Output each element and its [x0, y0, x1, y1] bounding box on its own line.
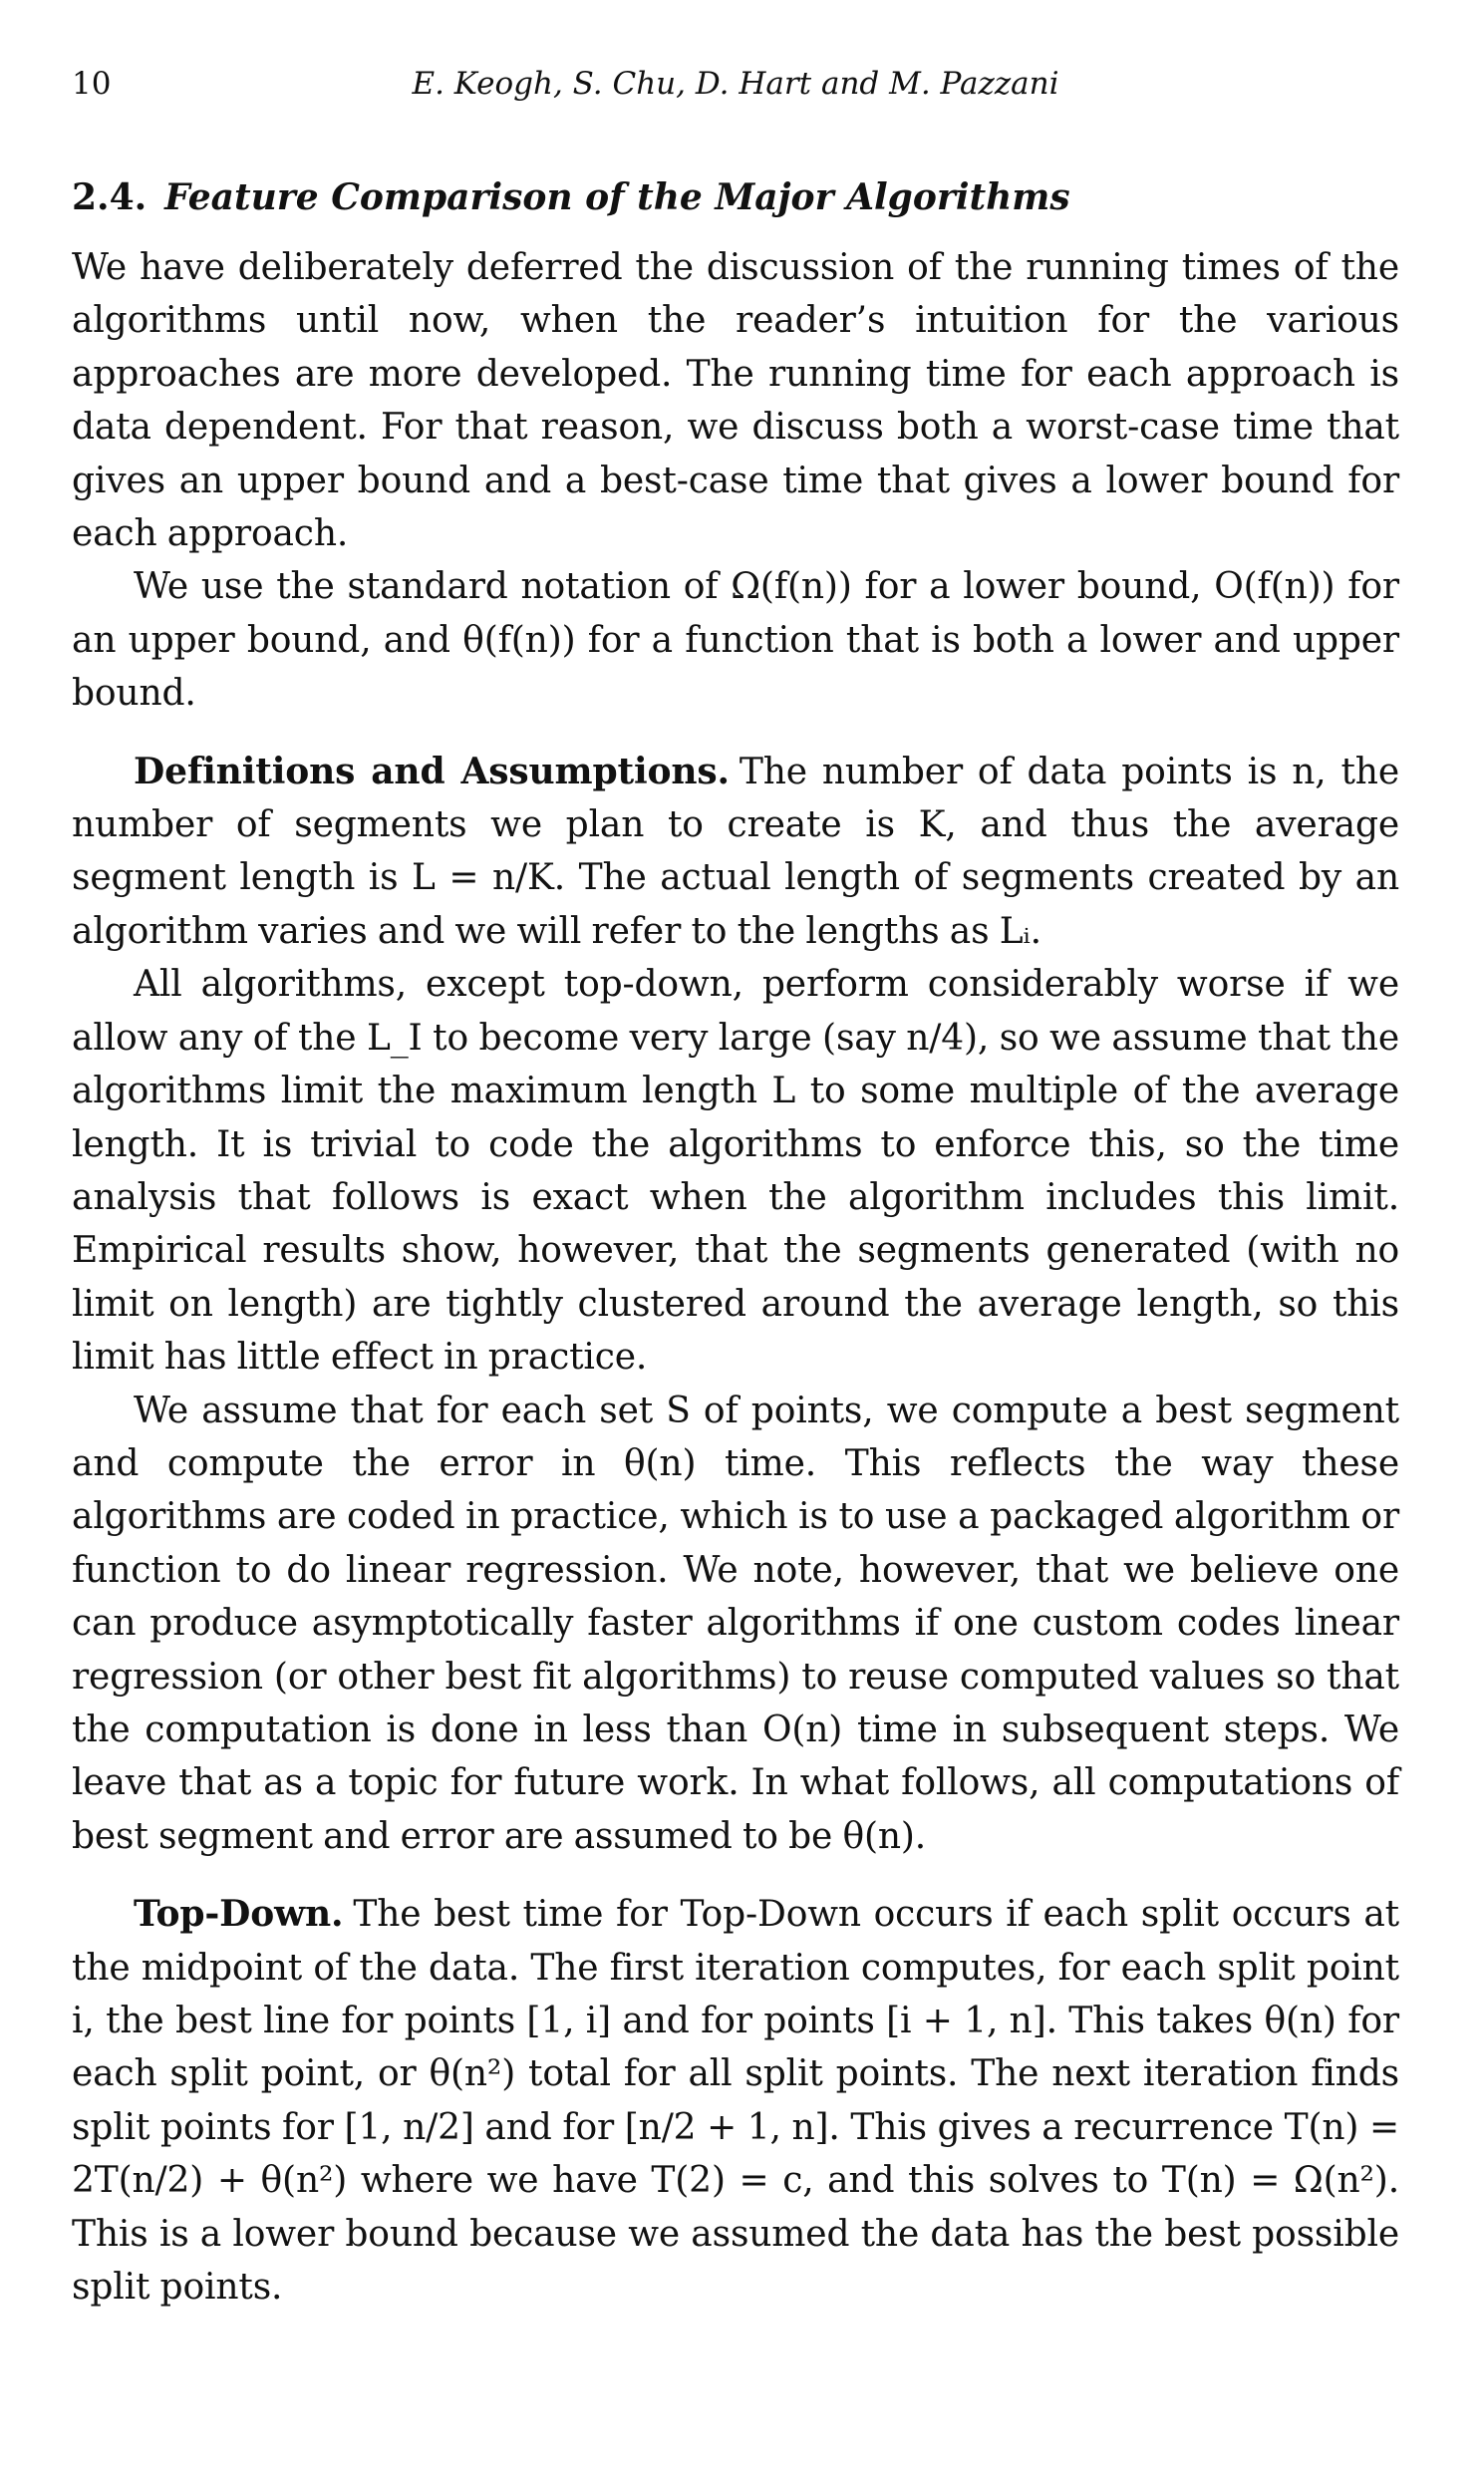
paragraph-intro: We have deliberately deferred the discussion of the running times of the algorithms until now, when the reader’s intuition for the various approaches are more developed. The running time for each approach is data dependent. For that reason, we discuss both a worst-case time that gives an upper bound and a best-case time that gives a lower bound for each approach.	[72, 247, 1399, 555]
paragraph-top-down	[72, 1888, 1399, 2314]
running-head-authors: E. Keogh, S. Chu, D. Hart and M. Pazzani	[412, 66, 1059, 102]
section-number: 2.4.	[72, 176, 148, 218]
section-heading	[72, 171, 1399, 223]
section-title: Feature Comparison of the Major Algorithms	[164, 176, 1070, 218]
paragraph-best-segment: We assume that for each set S of points, we compute a best segment and compute the error in θ(n) time. This reflects the way these algorithms are coded in practice, which is to use a packaged algorithm or function to do linear regression. We note, however, that we believe one can produce asymptotically faster algorithms if one custom codes linear regression (or other best fit algorithms) to reuse computed values so that the computation is done in less than O(n) time in subsequent steps. We leave that as a topic for future work. In what follows, all computations of best segment and error are assumed to be θ(n).	[72, 1390, 1399, 1857]
paragraph-top-down-text: The best time for Top-Down occurs if each split occurs at the midpoint of the data. The first iteration computes, for each split point i, the best line for points [1, i] and for points [i + 1, n]. This takes θ(n) for each split point, or θ(n²) total for all split points. The next iteration finds split points for [1, n/2] and for [n/2 + 1, n]. This gives a recurrence T(n) = 2T(n/2) + θ(n²) where we have T(2) = c, and this solves to T(n) = Ω(n²). This is a lower bound because we assumed the data has the best possible split points.	[72, 1894, 1399, 2309]
run-in-heading-top-down: Top-Down.	[134, 1893, 344, 1936]
paper-page	[72, 58, 1399, 2314]
running-head	[72, 58, 1399, 110]
run-in-heading-definitions: Definitions and Assumptions.	[134, 750, 730, 792]
paragraph-notation: We use the standard notation of Ω(f(n)) for a lower bound, O(f(n)) for an upper bound, and θ(f(n)) for a function that is both a lower and upper bound.	[72, 566, 1399, 715]
page-number: 10	[72, 66, 112, 102]
paragraph-length-limit: All algorithms, except top-down, perform considerably worse if we allow any of the L_I to become very large (say n/4), so we assume that the algorithms limit the maximum length L to some multiple of the average length. It is trivial to code the algorithms to enforce this, so the time analysis that follows is exact when the algorithm includes this limit. Empirical results show, however, that the segments generated (with no limit on length) are tightly clustered around the average length, so this limit has little effect in practice.	[72, 964, 1399, 1379]
paragraph-definitions-text: The number of data points is n, the number of segments we plan to create is K, and thus the average segment length is L = n/K. The actual length of segments created by an algorithm varies and we will refer to the lengths as Lᵢ.	[72, 751, 1399, 952]
paragraph-definitions	[72, 746, 1399, 959]
